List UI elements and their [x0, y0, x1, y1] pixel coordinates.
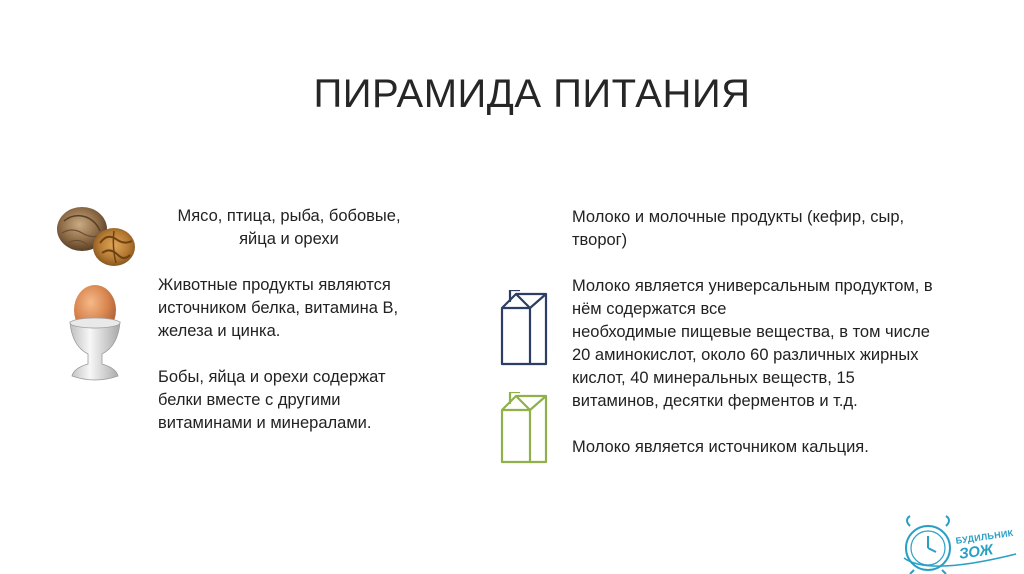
text-line: белки вместе с другими: [158, 391, 341, 409]
text-line: кислот, 40 минеральных веществ, 15: [572, 369, 855, 387]
text-line: Молоко и молочные продукты (кефир, сыр,: [572, 208, 905, 226]
right-column: [572, 206, 972, 459]
right-paragraph-1: [572, 275, 972, 413]
left-column: [158, 205, 428, 435]
right-heading: [572, 206, 972, 252]
text-line: Бобы, яйца и орехи содержат: [158, 368, 386, 386]
left-paragraph-1: [158, 274, 428, 343]
text-line: творог): [572, 231, 628, 249]
logo-text: БУДИЛЬНИК: [955, 527, 1015, 546]
logo-text: ЗОЖ: [958, 541, 995, 563]
egg-icon: [64, 284, 126, 382]
milk-carton-icon: [496, 290, 552, 368]
text-line: 20 аминокислот, около 60 различных жирных: [572, 346, 919, 364]
walnut-icon: [52, 203, 138, 269]
text-line: витаминов, десятки ферментов и т.д.: [572, 392, 858, 410]
text-line: Животные продукты являются: [158, 276, 391, 294]
page-title: ПИРАМИДА ПИТАНИЯ: [313, 72, 751, 116]
left-heading-line: Мясо, птица, рыба, бобовые,: [177, 207, 401, 225]
left-heading: [158, 205, 420, 251]
left-paragraph-2: [158, 366, 428, 435]
text-line: необходимые пищевые вещества, в том числе: [572, 323, 930, 341]
text-line: витаминами и минералами.: [158, 414, 372, 432]
text-line: источником белка, витамина В,: [158, 299, 399, 317]
milk-carton-icon: [496, 392, 552, 466]
right-paragraph-2: [572, 436, 972, 459]
text-line: Молоко является источником кальция.: [572, 438, 869, 456]
text-line: железа и цинка.: [158, 322, 281, 340]
text-line: Молоко является универсальным продуктом, в: [572, 277, 933, 295]
left-heading-line: яйца и орехи: [239, 230, 339, 248]
text-line: нём содержатся все: [572, 300, 727, 318]
